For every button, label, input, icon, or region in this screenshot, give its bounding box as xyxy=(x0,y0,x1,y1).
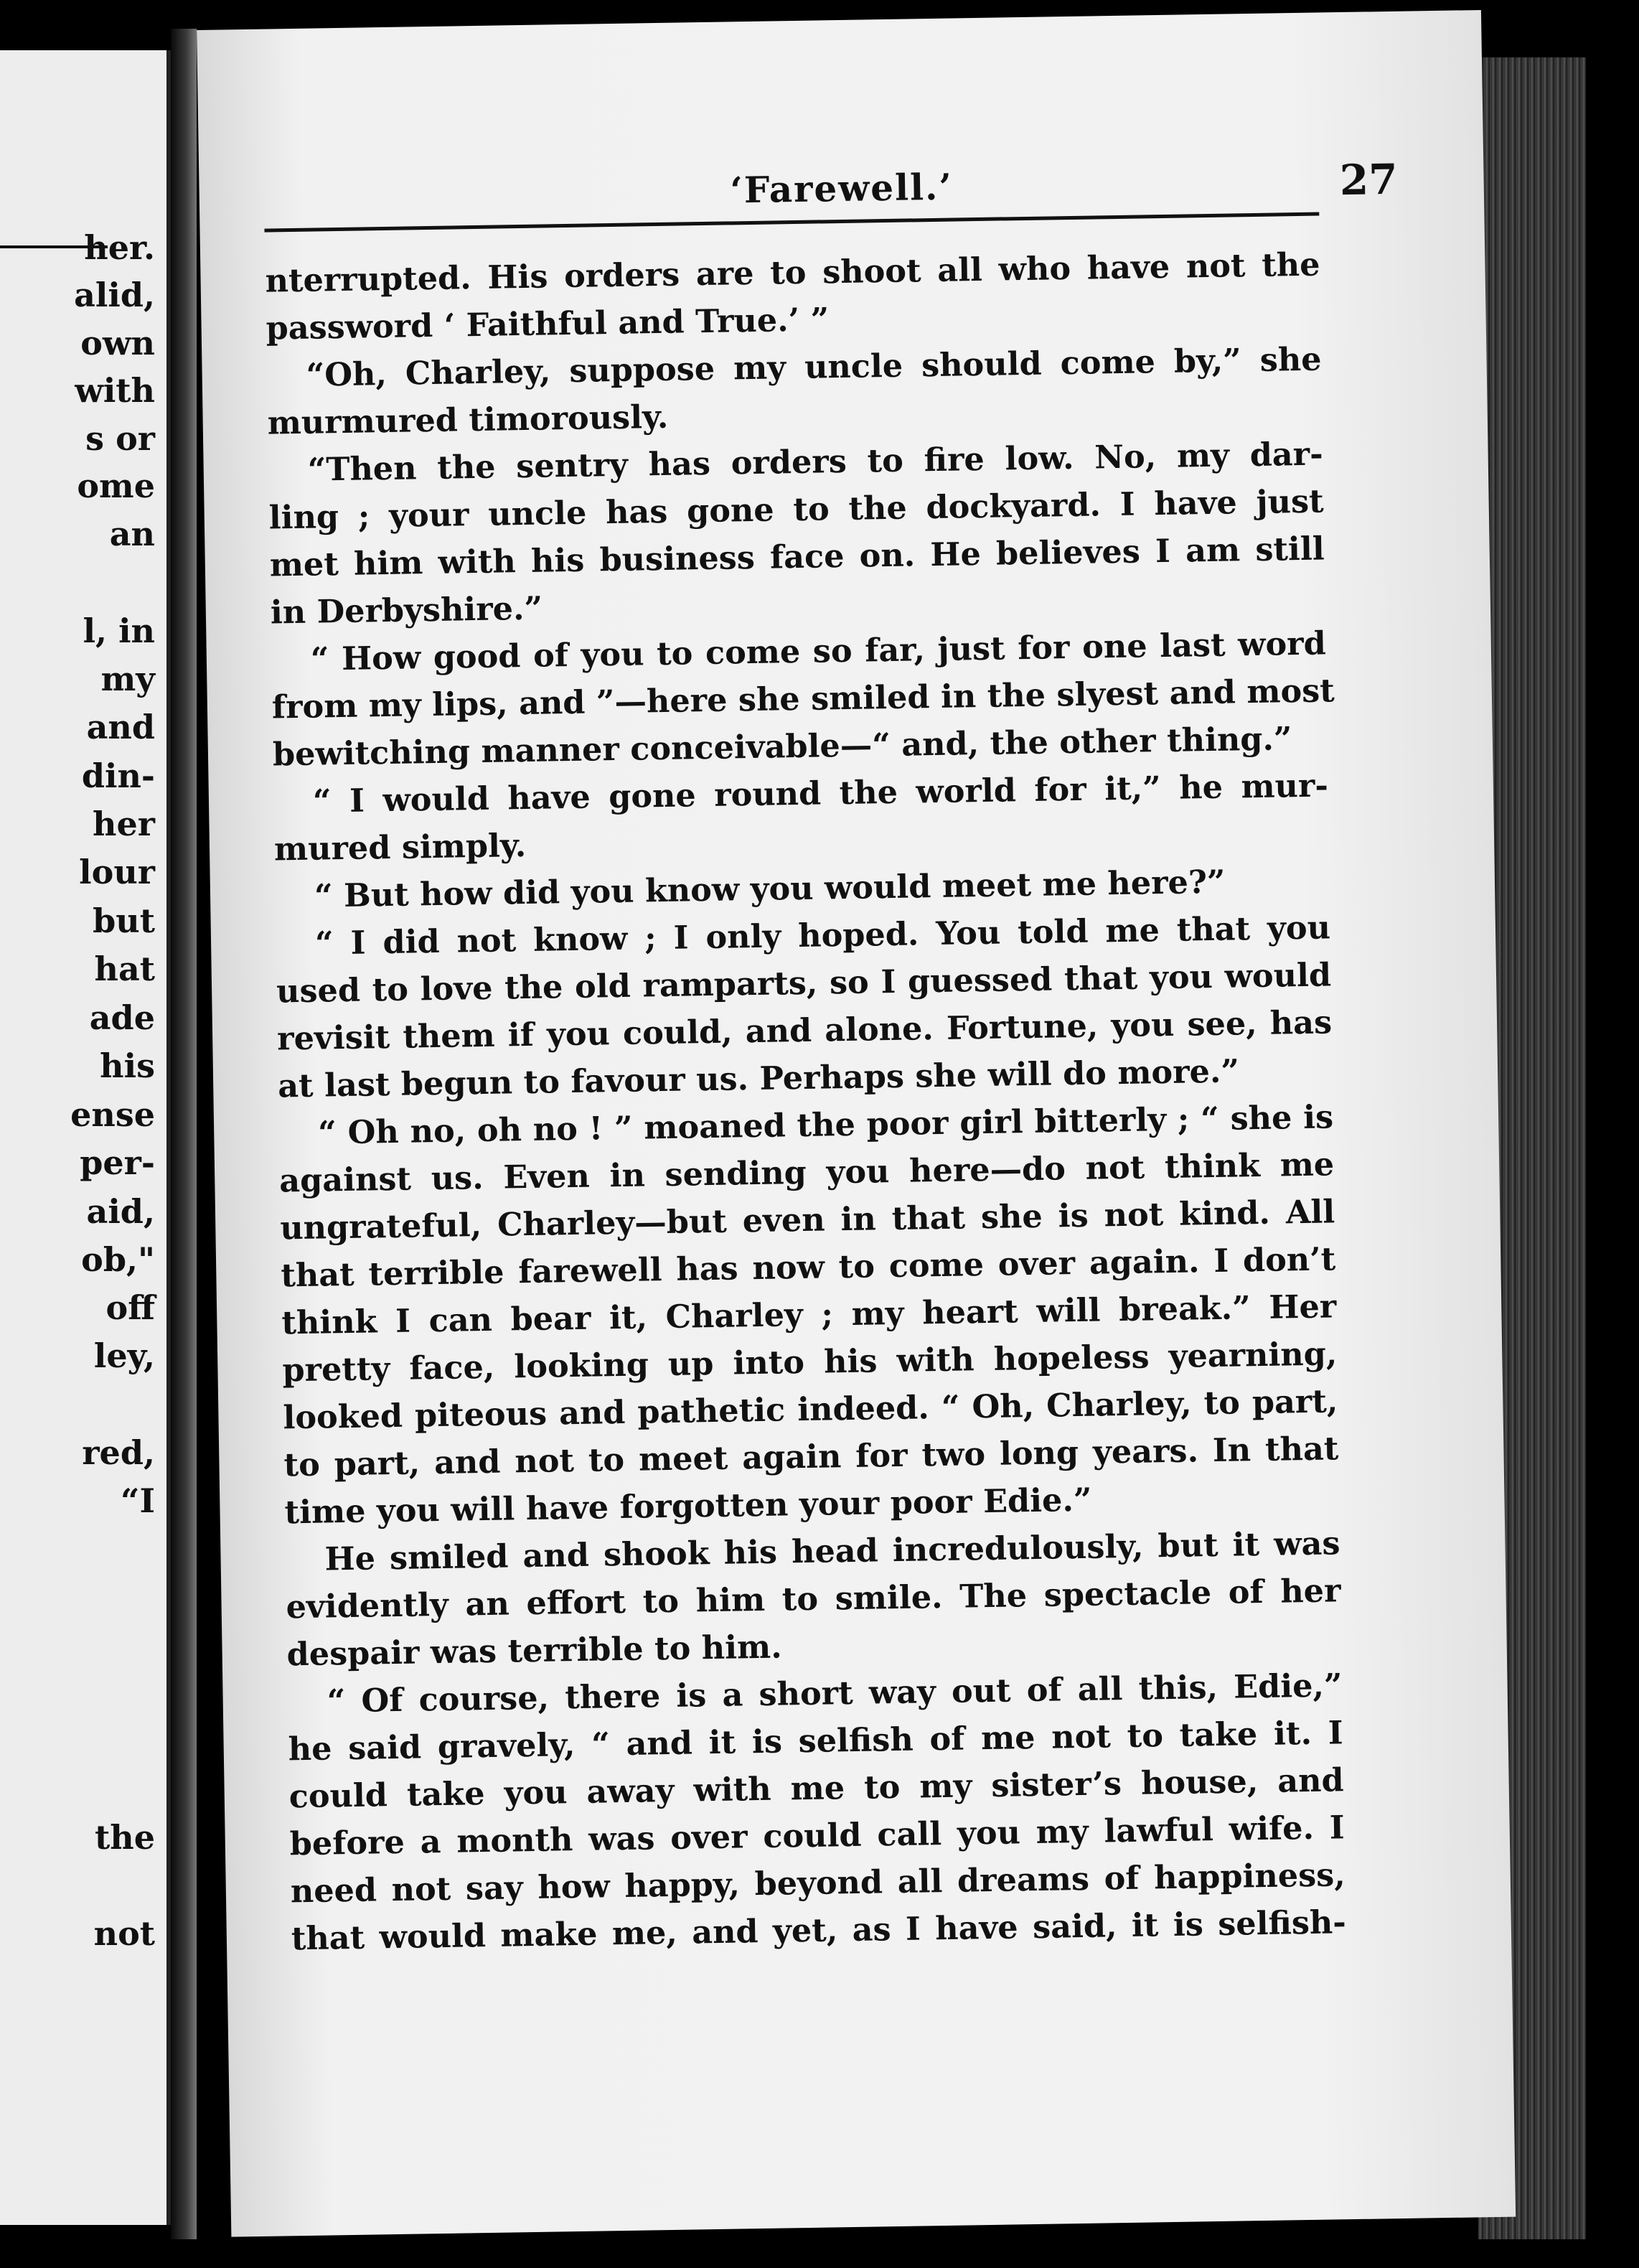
left-page-line: not xyxy=(93,1914,155,1953)
book-gutter xyxy=(171,29,197,2239)
left-page-line: aid, xyxy=(86,1192,155,1231)
body-line: looked piteous and pathetic indeed. “ Oh, Charley, to part, xyxy=(283,1382,1338,1437)
body-line: at last begun to favour us. Perhaps she will do more.” xyxy=(277,1052,1240,1105)
body-line: that would make me, and yet, as I have said, it is selfish- xyxy=(291,1903,1347,1958)
left-page-line: my xyxy=(100,660,155,698)
body-line: “Then the sentry has orders to fire low. No, my dar- xyxy=(307,435,1323,489)
left-page-line: off xyxy=(105,1288,155,1327)
body-line: revisit them if you could, and alone. Fortune, you see, has xyxy=(276,1003,1333,1058)
body-line: He smiled and shook his head incredulously, but it was xyxy=(324,1524,1340,1578)
left-page-line: l, in xyxy=(83,611,155,650)
left-page-line: s or xyxy=(85,419,155,458)
body-line: murmured timorously. xyxy=(267,398,669,442)
left-page-line: the xyxy=(95,1818,155,1857)
book-page xyxy=(197,10,1516,2237)
left-page-line: ade xyxy=(89,998,155,1037)
left-page-line: ley, xyxy=(93,1336,155,1375)
body-line: in Derbyshire.” xyxy=(270,589,543,632)
body-line: against us. Even in sending you here—do not think me xyxy=(278,1145,1335,1200)
body-line: “ I would have gone round the world for it,” he mur- xyxy=(312,767,1329,820)
body-line: before a month was over could call you my lawful wife. I xyxy=(289,1809,1346,1863)
page-number: 27 xyxy=(1339,154,1399,205)
body-line: mured simply. xyxy=(273,826,527,868)
body-line: time you will have forgotten your poor Edie.” xyxy=(284,1481,1092,1532)
left-page-line: her. xyxy=(84,228,155,267)
body-line: nterrupted. His orders are to shoot all who have not the xyxy=(265,245,1320,300)
body-line: could take you away with me to my sister’s house, and xyxy=(288,1761,1345,1816)
left-page-line: per- xyxy=(80,1143,155,1182)
body-line: used to love the old ramparts, so I guessed that you would xyxy=(276,956,1332,1011)
body-line: ungrateful, Charley—but even in that she is not kind. All xyxy=(279,1193,1335,1247)
body-line: “ I did not know ; I only hoped. You told me that you xyxy=(314,909,1331,962)
left-page-line: but xyxy=(93,901,155,940)
body-line: think I can bear it, Charley ; my heart will break.” Her xyxy=(281,1288,1337,1342)
body-line: he said gravely, “ and it is selfish of me not to take it. I xyxy=(288,1714,1343,1768)
body-line: “ How good of you to come so far, just for one last word xyxy=(310,624,1327,678)
left-page-line: her xyxy=(93,805,155,843)
body-line: bewitching manner conceivable—“ and, the other thing.” xyxy=(272,720,1292,774)
left-page-line: hat xyxy=(94,950,155,988)
body-line: password ‘ Faithful and True.’ ” xyxy=(266,301,830,347)
left-page-line: an xyxy=(109,515,155,553)
left-page-line: “I xyxy=(121,1481,155,1520)
left-page-line: own xyxy=(80,324,155,362)
left-page-line: with xyxy=(75,371,155,410)
body-line: met him with his business face on. He believes I am still xyxy=(269,530,1325,584)
left-page-line: lour xyxy=(79,853,155,891)
body-line: that terrible farewell has now to come over again. I don’t xyxy=(280,1240,1336,1295)
body-line: evidently an effort to him to smile. The spectacle of her xyxy=(286,1572,1341,1626)
body-line: “Oh, Charley, suppose my uncle should come by,” she xyxy=(306,340,1322,394)
left-page-line: ome xyxy=(77,467,155,505)
body-line: need not say how happy, beyond all dreams of happiness, xyxy=(290,1856,1346,1911)
left-page-line: and xyxy=(86,708,155,746)
left-page-line: ense xyxy=(70,1095,155,1134)
left-page-line: ob," xyxy=(81,1240,155,1279)
body-line: “ Of course, there is a short way out of all this, Edie,” xyxy=(327,1667,1343,1720)
body-line: from my lips, and ”—here she smiled in the slyest and most xyxy=(271,672,1335,726)
left-page-line: red, xyxy=(82,1433,155,1472)
body-line: pretty face, looking up into his with hopeless yearning, xyxy=(282,1335,1338,1390)
body-line: “ Oh no, oh no ! ” moaned the poor girl bitterly ; “ she is xyxy=(317,1098,1334,1152)
left-facing-page xyxy=(0,50,171,2225)
body-line: ling ; your uncle has gone to the dockyard. I have just xyxy=(268,482,1325,537)
running-head: ‘Farewell.’ xyxy=(730,165,954,212)
left-page-line: din- xyxy=(81,756,155,795)
body-line: despair was terrible to him. xyxy=(286,1628,783,1674)
body-line: to part, and not to meet again for two long years. In that xyxy=(283,1430,1339,1484)
left-page-line: his xyxy=(100,1046,155,1085)
left-page-line: alid, xyxy=(74,276,155,314)
body-line: “ But how did you know you would meet me here?” xyxy=(314,863,1226,915)
body-text xyxy=(265,241,1346,1963)
